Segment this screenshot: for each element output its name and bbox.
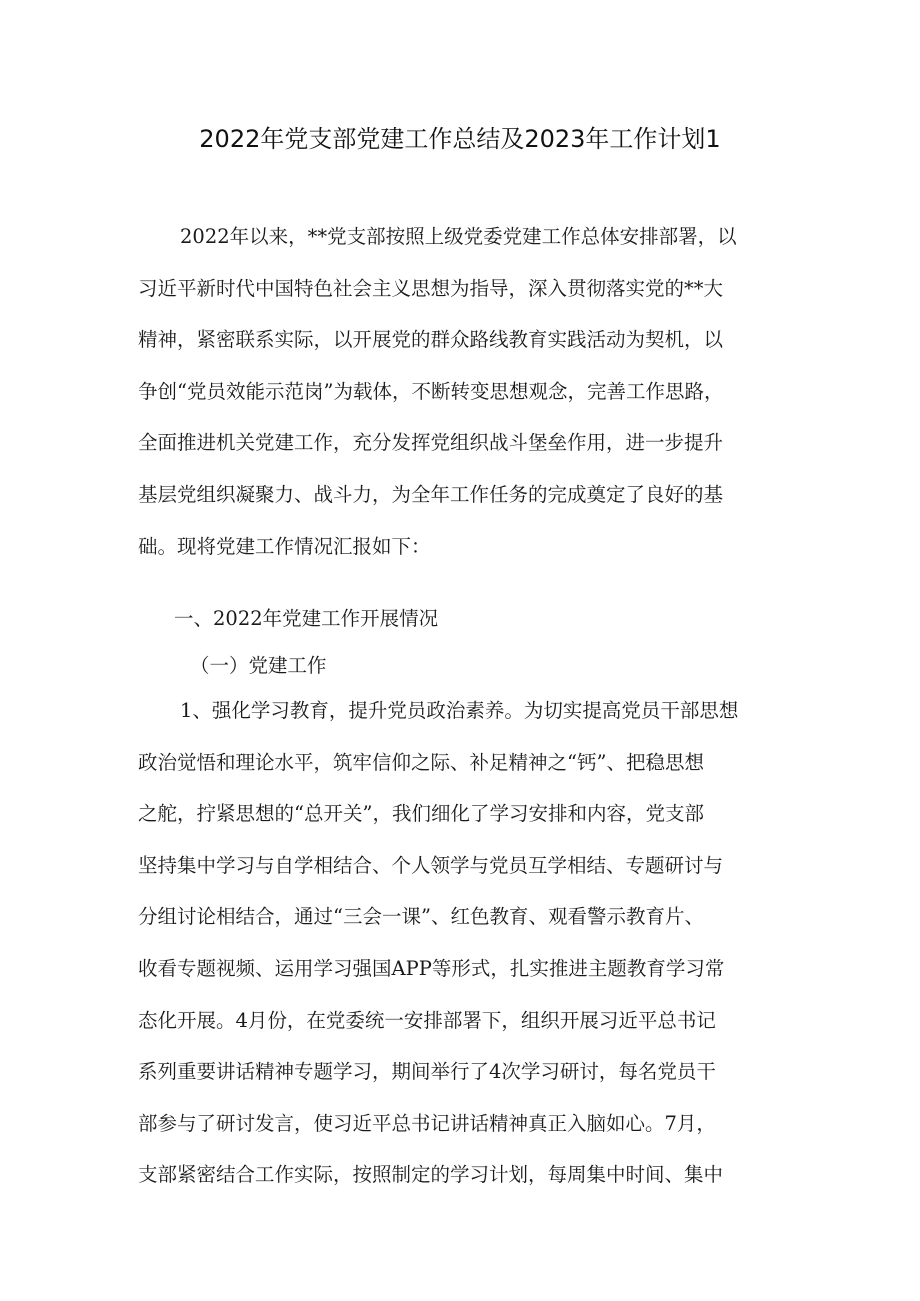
- body-paragraph: [138, 685, 788, 1201]
- subsection-heading: （一）党建工作: [190, 654, 327, 677]
- paragraph-line: 系列重要讲话精神专题学习，期间举行了4次学习研讨，每名党员干: [138, 1060, 716, 1084]
- paragraph-line: 支部紧密结合工作实际，按照制定的学习计划，每周集中时间、集中: [138, 1163, 724, 1187]
- section-heading: 一、2022年党建工作开展情况: [174, 607, 439, 630]
- paragraph-line: 全面推进机关党建工作，充分发挥党组织战斗堡垒作用，进一步提升: [138, 431, 724, 455]
- paragraph-line: 习近平新时代中国特色社会主义思想为指导，深入贯彻落实党的**大: [138, 276, 724, 300]
- paragraph-line: 础。现将党建工作情况汇报如下：: [138, 534, 431, 558]
- paragraph-line: 1、强化学习教育，提升党员政治素养。为切实提高党员干部思想: [180, 699, 739, 722]
- paragraph-line: 精神，紧密联系实际，以开展党的群众路线教育实践活动为契机，以: [138, 328, 724, 352]
- section-heading-block: [138, 593, 788, 645]
- paragraph-line: 部参与了研讨发言，使习近平总书记讲话精神真正入脑如心。7月，: [138, 1111, 716, 1135]
- paragraph-line: 政治觉悟和理论水平，筑牢信仰之际、补足精神之“钙”、把稳思想: [138, 750, 704, 774]
- paragraph-line: 2022年以来，**党支部按照上级党委党建工作总体安排部署，以: [180, 225, 737, 248]
- paragraph-line: 收看专题视频、运用学习强国APP等形式，扎实推进主题教育学习常: [138, 956, 725, 980]
- paragraph-line: 坚持集中学习与自学相结合、个人领学与党员互学相结、专题研讨与: [138, 853, 724, 877]
- paragraph-line: 基层党组织凝聚力、战斗力，为全年工作任务的完成奠定了良好的基: [138, 482, 724, 506]
- document-title: 2022年党支部党建工作总结及2023年工作计划1: [199, 125, 721, 153]
- subsection-heading-block: [138, 640, 788, 692]
- paragraph-line: 争创“党员效能示范岗”为载体，不断转变思想观念，完善工作思路，: [138, 379, 724, 403]
- intro-paragraph: [138, 211, 788, 572]
- paragraph-line: 态化开展。4月份，在党委统一安排部署下，组织开展习近平总书记: [138, 1008, 716, 1032]
- paragraph-line: 分组讨论相结合，通过“三会一课”、红色教育、观看警示教育片、: [138, 905, 704, 929]
- paragraph-line: 之舵，拧紧思想的“总开关”，我们细化了学习安排和内容，党支部: [138, 802, 704, 826]
